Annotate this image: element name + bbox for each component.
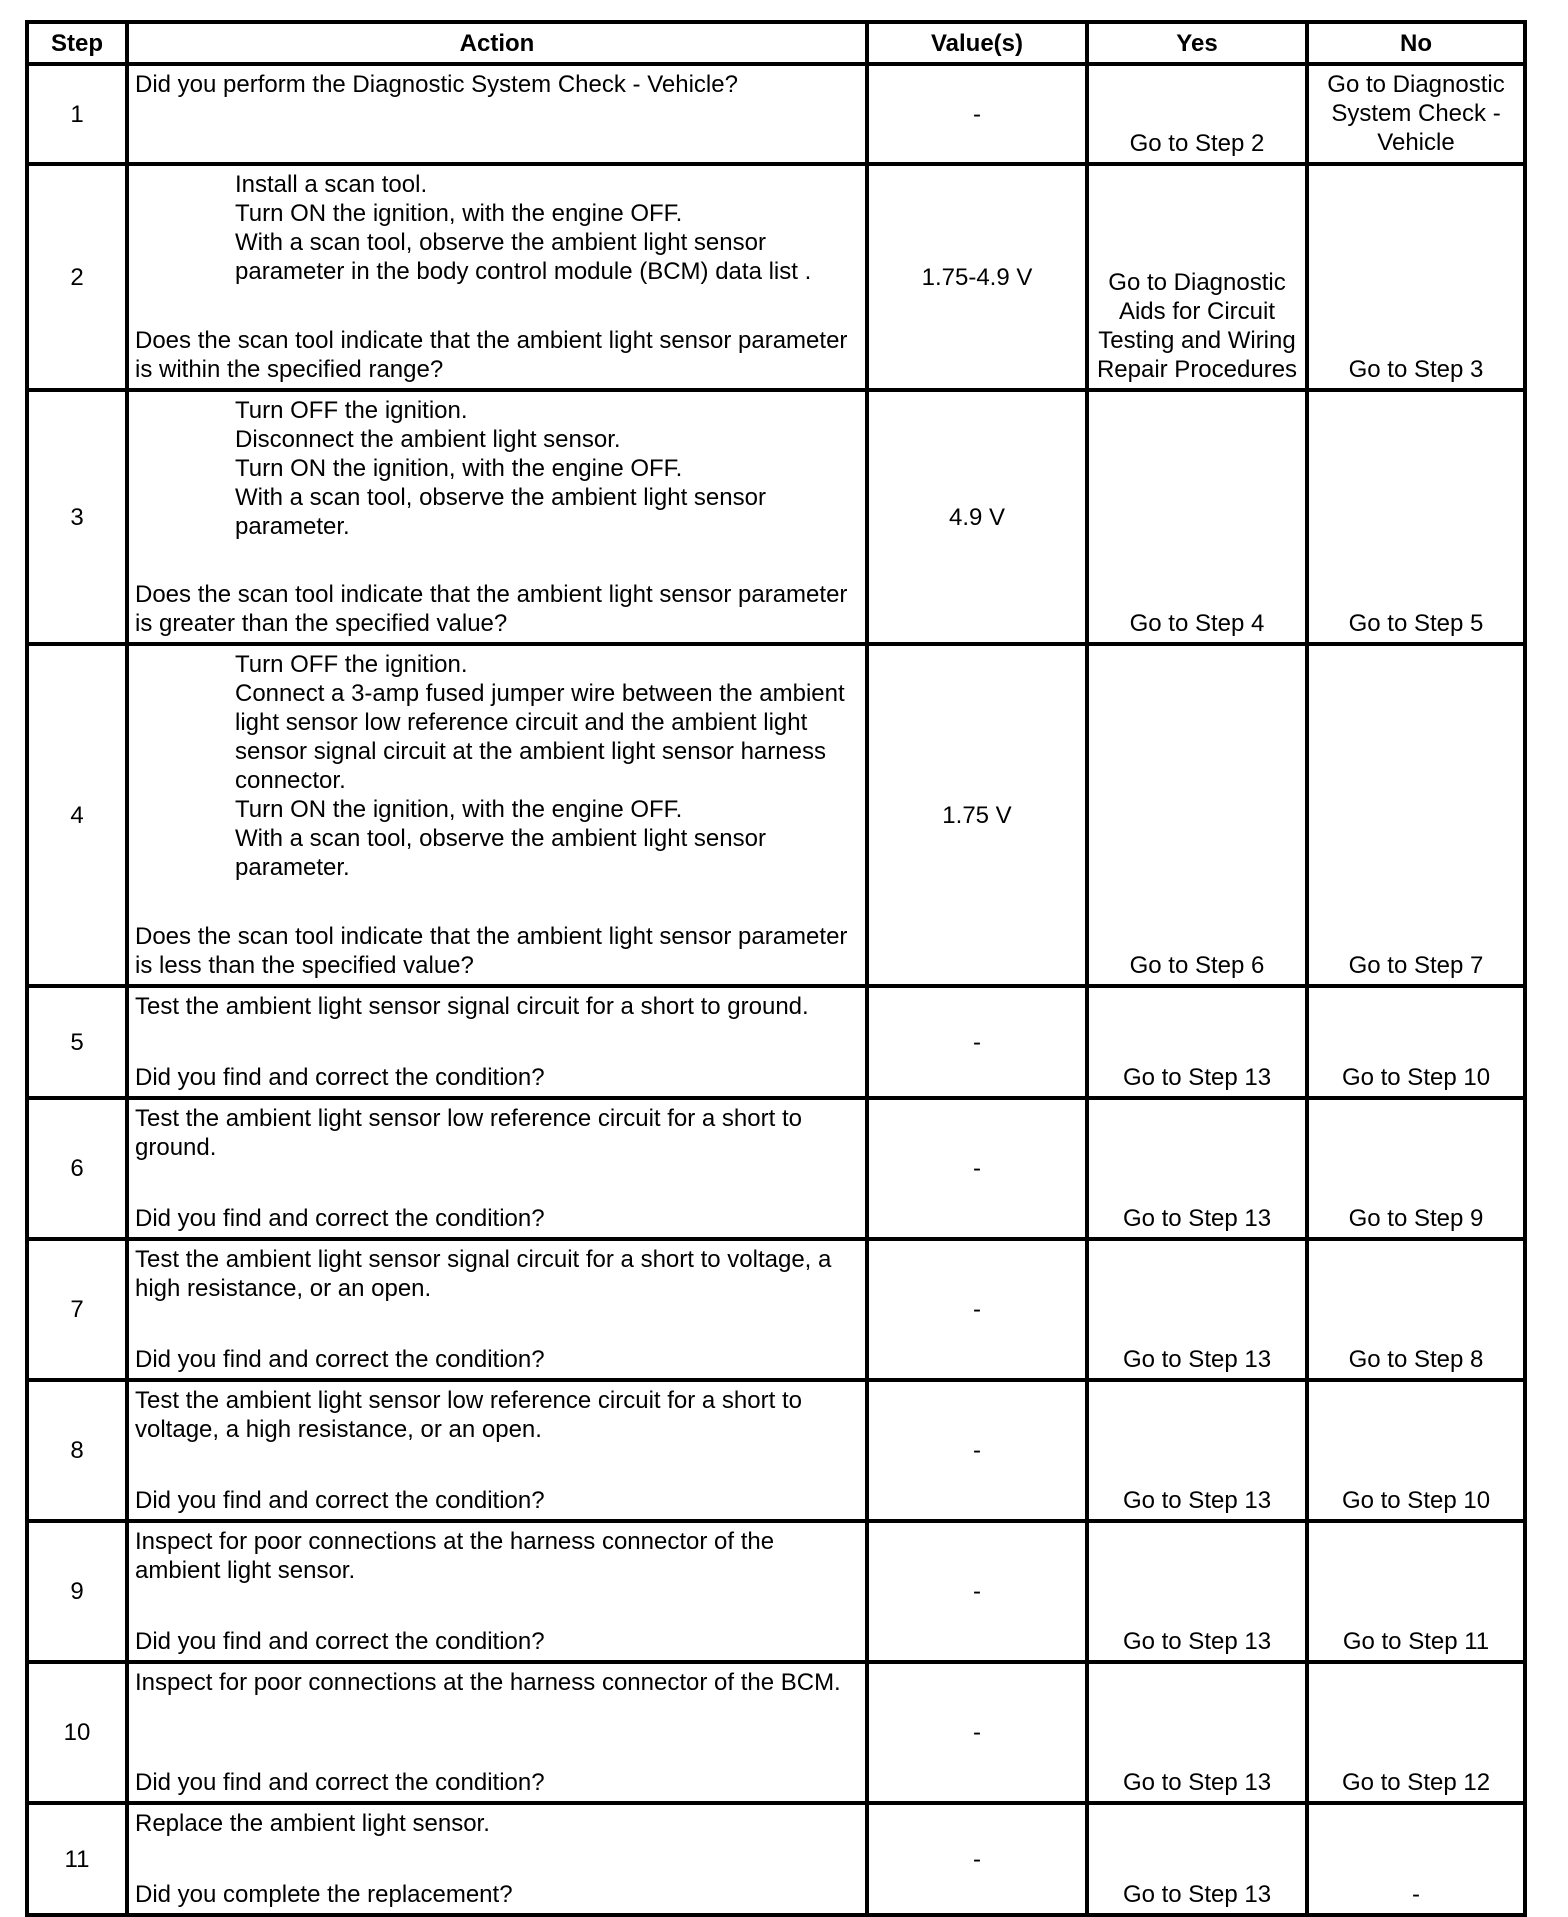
action-question: Does the scan tool indicate that the ambient light sensor parameter is less than the specified value? [135, 923, 855, 979]
action-text: Inspect for poor connections at the harness connector of the BCM. [135, 1669, 841, 1696]
instruction-item: Connect a 3-amp fused jumper wire between the ambient light sensor low reference circuit and the ambient light sensor signal circuit at the ambient light sensor harness connector. [235, 680, 852, 794]
table-row [27, 986, 1525, 1098]
action-instructions [135, 1245, 865, 1303]
instruction-item: Turn ON the ignition, with the engine OFF. [235, 455, 683, 482]
table-row [27, 1239, 1525, 1380]
action-cell [127, 1521, 867, 1662]
action-content [135, 992, 865, 1092]
step-number: 10 [27, 1662, 127, 1803]
action-cell [127, 644, 867, 986]
action-content [135, 170, 865, 384]
yes-cell: Go to Step 13 [1087, 986, 1307, 1098]
instruction-list [135, 396, 865, 541]
step-number: 6 [27, 1098, 127, 1239]
table-row [27, 1662, 1525, 1803]
action-cell [127, 164, 867, 390]
value-cell: - [867, 1662, 1087, 1803]
action-content [135, 1809, 865, 1909]
no-cell: Go to Step 8 [1307, 1239, 1525, 1380]
step-number: 9 [27, 1521, 127, 1662]
no-cell: Go to Step 5 [1307, 390, 1525, 644]
header-yes: Yes [1087, 22, 1307, 64]
step-number: 4 [27, 644, 127, 986]
instruction-item: Turn OFF the ignition. [235, 397, 468, 424]
yes-cell: Go to Step 13 [1087, 1662, 1307, 1803]
step-number: 5 [27, 986, 127, 1098]
instruction-item: Install a scan tool. [235, 171, 428, 198]
value-cell: - [867, 1803, 1087, 1915]
table-row [27, 1803, 1525, 1915]
no-cell: Go to Step 11 [1307, 1521, 1525, 1662]
value-cell: - [867, 1239, 1087, 1380]
diagnostic-table [25, 20, 1527, 1917]
no-cell: Go to Step 9 [1307, 1098, 1525, 1239]
header-values: Value(s) [867, 22, 1087, 64]
action-instructions [135, 70, 865, 99]
value-cell: - [867, 1098, 1087, 1239]
step-number: 3 [27, 390, 127, 644]
value-cell: - [867, 1521, 1087, 1662]
yes-cell: Go to Step 6 [1087, 644, 1307, 986]
no-cell: Go to Step 3 [1307, 164, 1525, 390]
header-step: Step [27, 22, 127, 64]
value-cell: - [867, 986, 1087, 1098]
action-instructions [135, 1104, 865, 1162]
action-content [135, 1245, 865, 1374]
action-instructions [135, 1809, 865, 1838]
yes-cell: Go to Diagnostic Aids for Circuit Testing and Wiring Repair Procedures [1087, 164, 1307, 390]
instruction-item: With a scan tool, observe the ambient light sensor parameter. [235, 484, 773, 540]
yes-cell: Go to Step 13 [1087, 1521, 1307, 1662]
no-cell: Go to Diagnostic System Check - Vehicle [1307, 64, 1525, 164]
step-number: 1 [27, 64, 127, 164]
header-row [27, 22, 1525, 64]
step-number: 11 [27, 1803, 127, 1915]
action-cell [127, 1803, 867, 1915]
diagnostic-table-wrapper [25, 20, 1527, 1917]
action-text: Test the ambient light sensor low reference circuit for a short to ground. [135, 1105, 809, 1161]
action-text: Test the ambient light sensor low reference circuit for a short to voltage, a high resistance, or an open. [135, 1387, 809, 1443]
header-no: No [1307, 22, 1525, 64]
yes-cell: Go to Step 2 [1087, 64, 1307, 164]
table-row [27, 1521, 1525, 1662]
table-body [27, 64, 1525, 1915]
instruction-item: Turn ON the ignition, with the engine OFF. [235, 200, 683, 227]
action-question: Did you find and correct the condition? [135, 1346, 545, 1373]
table-row [27, 644, 1525, 986]
action-text: Test the ambient light sensor signal circuit for a short to voltage, a high resistance, or an open. [135, 1246, 839, 1302]
action-question: Did you find and correct the condition? [135, 1769, 545, 1796]
instruction-item: Turn ON the ignition, with the engine OFF. [235, 796, 683, 823]
instruction-item: With a scan tool, observe the ambient light sensor parameter in the body control module (BCM) data list . [235, 229, 812, 285]
no-cell: Go to Step 10 [1307, 986, 1525, 1098]
action-content [135, 70, 865, 158]
action-cell [127, 1098, 867, 1239]
action-text: Test the ambient light sensor signal circuit for a short to ground. [135, 993, 809, 1020]
value-cell: - [867, 1380, 1087, 1521]
action-content [135, 1668, 865, 1797]
action-cell [127, 1662, 867, 1803]
yes-cell: Go to Step 13 [1087, 1239, 1307, 1380]
action-question: Did you complete the replacement? [135, 1881, 513, 1908]
value-cell: 4.9 V [867, 390, 1087, 644]
instruction-item: Disconnect the ambient light sensor. [235, 426, 621, 453]
table-row [27, 390, 1525, 644]
step-number: 8 [27, 1380, 127, 1521]
no-cell: Go to Step 12 [1307, 1662, 1525, 1803]
action-instructions [135, 650, 865, 882]
value-cell: 1.75-4.9 V [867, 164, 1087, 390]
yes-cell: Go to Step 4 [1087, 390, 1307, 644]
action-question: Does the scan tool indicate that the ambient light sensor parameter is within the specified range? [135, 327, 855, 383]
action-content [135, 1527, 865, 1656]
table-row [27, 1098, 1525, 1239]
action-cell [127, 1239, 867, 1380]
step-number: 2 [27, 164, 127, 390]
action-text: Replace the ambient light sensor. [135, 1810, 490, 1837]
action-cell [127, 1380, 867, 1521]
no-cell: - [1307, 1803, 1525, 1915]
header-action: Action [127, 22, 867, 64]
action-question: Did you find and correct the condition? [135, 1628, 545, 1655]
action-text: Did you perform the Diagnostic System Check - Vehicle? [135, 71, 738, 98]
action-question: Did you find and correct the condition? [135, 1487, 545, 1514]
action-content [135, 396, 865, 638]
action-cell [127, 64, 867, 164]
no-cell: Go to Step 7 [1307, 644, 1525, 986]
action-instructions [135, 1386, 865, 1444]
action-text: Inspect for poor connections at the harness connector of the ambient light sensor. [135, 1528, 781, 1584]
table-row [27, 64, 1525, 164]
table-row [27, 1380, 1525, 1521]
instruction-list [135, 170, 865, 286]
action-instructions [135, 1668, 865, 1697]
action-instructions [135, 1527, 865, 1585]
value-cell: - [867, 64, 1087, 164]
action-question: Did you find and correct the condition? [135, 1064, 545, 1091]
action-instructions [135, 992, 865, 1021]
action-question: Does the scan tool indicate that the ambient light sensor parameter is greater than the specified value? [135, 581, 855, 637]
step-number: 7 [27, 1239, 127, 1380]
instruction-list [135, 650, 865, 882]
action-content [135, 650, 865, 980]
yes-cell: Go to Step 13 [1087, 1803, 1307, 1915]
yes-cell: Go to Step 13 [1087, 1380, 1307, 1521]
value-cell: 1.75 V [867, 644, 1087, 986]
instruction-item: Turn OFF the ignition. [235, 651, 468, 678]
action-content [135, 1386, 865, 1515]
yes-cell: Go to Step 13 [1087, 1098, 1307, 1239]
action-instructions [135, 396, 865, 541]
instruction-item: With a scan tool, observe the ambient light sensor parameter. [235, 825, 773, 881]
action-cell [127, 390, 867, 644]
action-cell [127, 986, 867, 1098]
table-row [27, 164, 1525, 390]
action-question: Did you find and correct the condition? [135, 1205, 545, 1232]
action-instructions [135, 170, 865, 286]
no-cell: Go to Step 10 [1307, 1380, 1525, 1521]
action-content [135, 1104, 865, 1233]
